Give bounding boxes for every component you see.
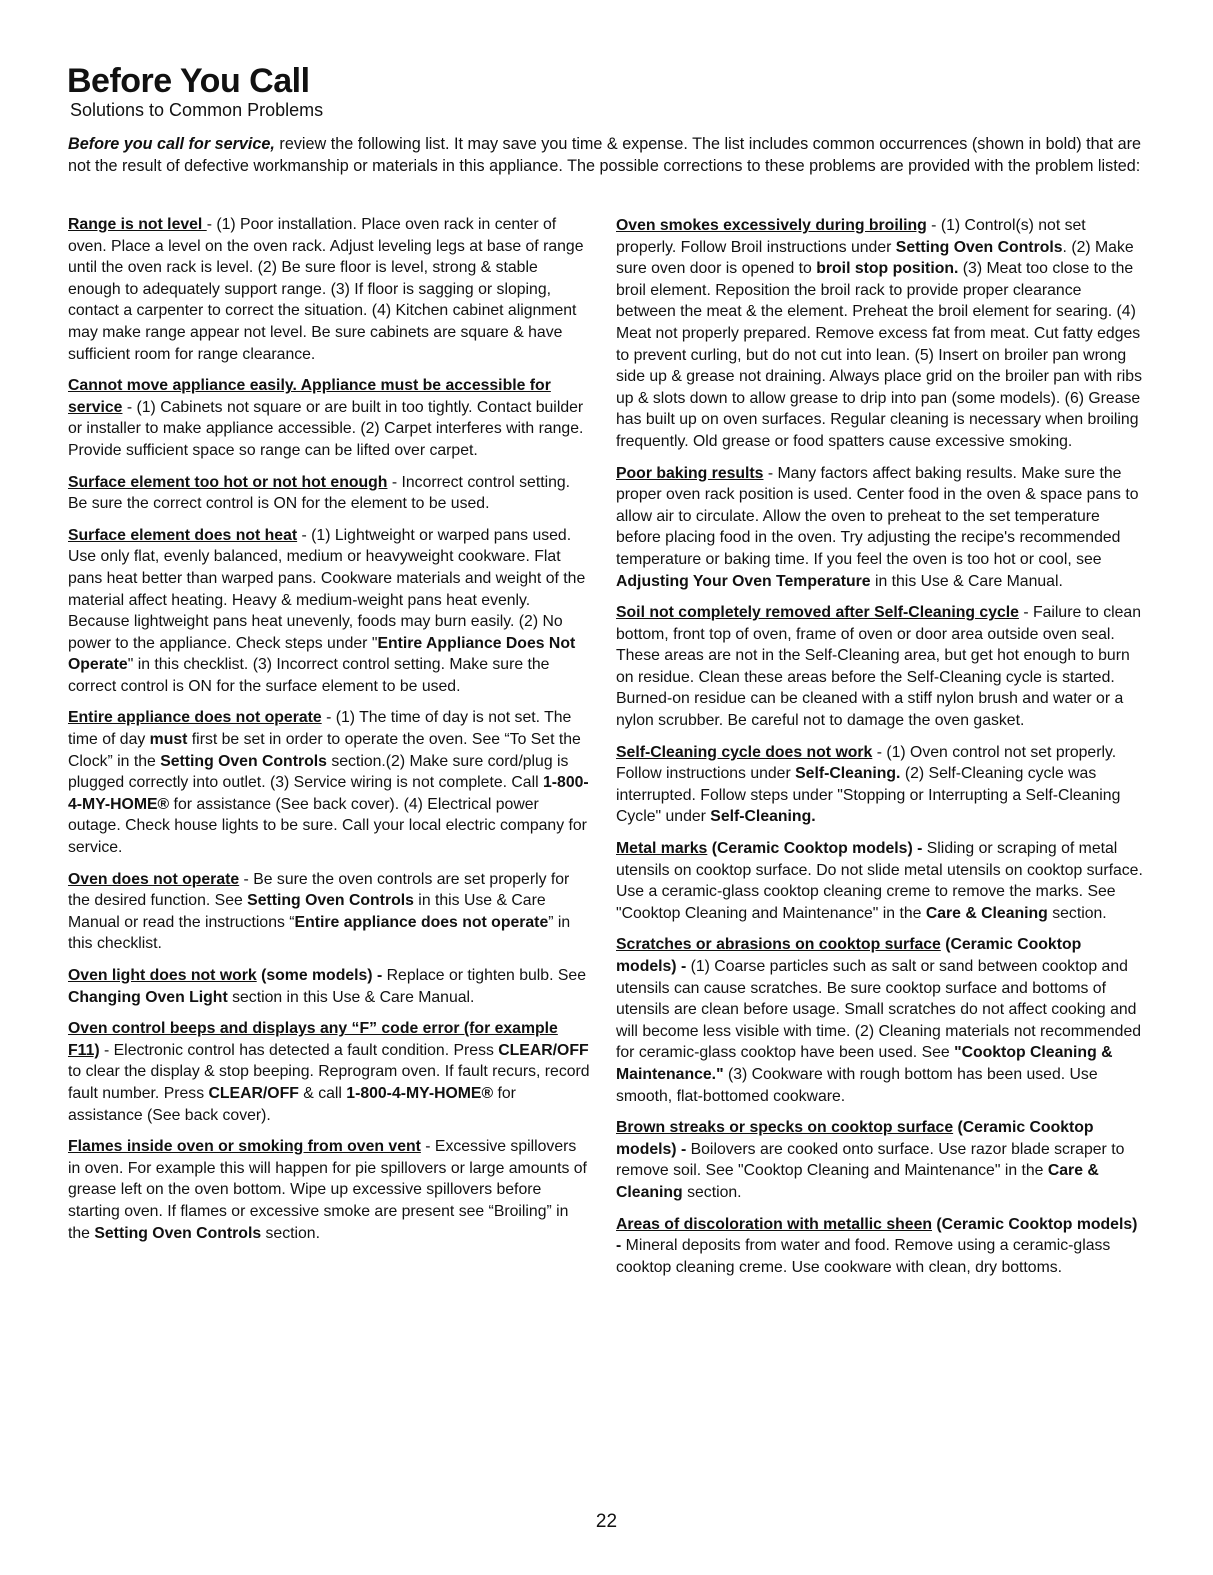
bold-reference: Setting Oven Controls [247,892,414,910]
troubleshooting-item [616,463,1144,593]
troubleshooting-item [616,742,1144,828]
solution-text: in this Use & Care Manual or read the instructions “ [68,892,546,931]
solution-text: section. [682,1183,742,1201]
page-subtitle: Solutions to Common Problems [70,100,324,120]
problem-heading: Range is not level [68,216,207,233]
solution-text: section. [1047,904,1107,922]
solution-text: - (1) Lightweight or warped pans used. Use only flat, evenly balanced, medium or heavyweight cookware. Flat pans heat better than warped pans. Cookware materials and weight of the material affect heating. Heavy & medium-weight pans heat evenly. Because lightweight pans heat unevenly, foods may burn easily. (2) No power to the appliance. Check steps under " [68,526,586,652]
solution-text: - Many factors affect baking results. Make sure the proper oven rack position is used. Center food in the oven & space pans to allow air to circulate. Allow the oven to preheat to the set temperature before placing food in the oven. Try adjusting the recipe's recommended temperature or baking time. If you feel the oven is too hot or cool, see [616,464,1139,568]
bold-reference: Entire Appliance Does Not Operate [68,634,576,674]
bold-reference: Care & Cleaning [616,1162,1099,1201]
page-number: 22 [595,1511,618,1532]
solution-text: - (1) Oven control not set properly. Follow instructions under [616,743,1117,783]
troubleshooting-item [68,1018,590,1126]
problem-heading: Flames inside oven or smoking from oven vent [68,1138,421,1156]
solution-text: in this Use & Care Manual. [870,572,1063,590]
bold-reference: must [149,731,188,749]
problem-heading: Oven control beeps and displays any “F” code error (for example F11) [68,1020,558,1059]
solution-text: section. [261,1224,320,1242]
problem-heading: Surface element does not heat [68,526,298,544]
problem-heading: Oven smokes excessively during broiling [616,217,927,234]
solution-text: section in this Use & Care Manual. [227,988,475,1006]
right-column [616,215,1144,1288]
solution-text: . (2) Make sure oven door is opened to [616,238,1134,278]
bold-reference: Entire appliance does not operate [294,913,549,931]
problem-heading: Poor baking results [616,464,764,482]
solution-text: - Electronic control has detected a fault condition. Press [99,1041,499,1059]
solution-text: - (1) The time of day is not set. The time of day [68,709,572,749]
solution-text: for assistance (See back cover). (4) Electrical power outage. Check house lights to be sure. Call your local electric company for service. [68,795,587,857]
page-title: Before You Call [67,62,310,100]
bold-reference: Self-Cleaning. [795,765,901,783]
bold-reference: 1-800-4-MY-HOME® [346,1084,494,1102]
problem-heading: Areas of discoloration with metallic sheen [616,1215,933,1233]
bold-reference: "Cooktop Cleaning & Maintenance." [616,1044,1113,1083]
bold-reference: Self-Cleaning. [710,808,816,826]
bold-reference: broil stop position. [816,260,959,278]
left-column [68,214,590,1254]
problem-heading: Soil not completely removed after Self-Cleaning cycle [616,604,1019,622]
bold-reference: Changing Oven Light [68,988,228,1006]
solution-text: to clear the display & stop beeping. Reprogram oven. If fault recurs, record fault number. Press [68,1063,590,1102]
solution-text: ” in this checklist. [68,913,571,953]
bold-reference: 1-800-4-MY-HOME® [68,774,589,813]
solution-text: " in this checklist. (3) Incorrect control setting. Make sure the correct control is ON for the surface element to be used. [68,656,550,695]
solution-text: for assistance (See back cover). [68,1084,516,1124]
bold-reference: (Ceramic Cooktop models) - [616,1215,1138,1255]
bold-reference: CLEAR/OFF [498,1041,589,1059]
solution-text: section.(2) Make sure cord/plug is plugged correctly into outlet. (3) Service wiring is not complete. Call [68,752,569,792]
problem-heading: Metal marks [616,840,708,858]
problem-heading: Surface element too hot or not hot enough [68,473,388,491]
solution-text: & call [298,1084,347,1102]
troubleshooting-item [616,602,1144,732]
troubleshooting-item [68,214,590,365]
solution-text: - (1) Control(s) not set properly. Follow Broil instructions under [616,217,1086,256]
bold-reference: (Ceramic Cooktop models) - [707,840,923,858]
troubleshooting-item [68,375,590,461]
intro-text: review the following list. It may save you time & expense. The list includes common occurrences (shown in bold) that are not the result of defective workmanship or materials in this appliance. The possible corrections to these problems are provided with the problem listed: [68,135,1142,175]
troubleshooting-item [68,472,590,515]
troubleshooting-item [616,934,1144,1107]
problem-heading: Cannot move appliance easily. Appliance must be accessible for service [68,377,551,416]
solution-text: first be set in order to operate the oven. See “To Set the Clock” in the [68,731,581,770]
troubleshooting-item [68,525,590,698]
solution-text: Replace or tighten bulb. See [382,967,586,984]
problem-heading: Oven light does not work [68,967,257,984]
solution-text: (3) Meat too close to the broil element. Reposition the broil rack to provide proper clearance between the meat & the element. Preheat the broil element for searing. (4) Meat not properly prepared. Remove excess fat from meat. Cut fatty edges to prevent curling, but do not cut into lean. (5) Insert on broiler pan wrong side up & grease not draining. Always place grid on the broiler pan with ribs up & slots down to allow grease to drip into pan (some models). (6) Grease has built up on oven surfaces. Regular cleaning is necessary when broiling frequently. Old grease or food spatters cause excessive smoking. [616,260,1142,450]
solution-text: - (1) Cabinets not square or are built in too tightly. Contact builder or installer to make appliance accessible. (2) Carpet interferes with range. Provide sufficient space so range can be lifted over carpet. [68,398,584,459]
bold-reference: CLEAR/OFF [208,1084,299,1102]
troubleshooting-item [68,869,590,955]
problem-heading: Oven does not operate [68,870,240,888]
troubleshooting-item [616,838,1144,924]
solution-text: Mineral deposits from water and food. Remove using a ceramic-glass cooktop cleaning creme. Use cookware with clean, dry bottoms. [616,1237,1111,1276]
troubleshooting-item [616,1214,1144,1279]
troubleshooting-item [68,1136,590,1244]
troubleshooting-item [616,215,1144,453]
troubleshooting-item [616,1117,1144,1203]
bold-reference: Care & Cleaning [925,904,1048,922]
intro-paragraph [68,134,1148,177]
bold-reference: Setting Oven Controls [160,752,327,770]
intro-lead: Before you call for service, [68,135,275,153]
bold-reference: (some models) - [256,967,383,984]
solution-text: (1) Coarse particles such as salt or sand between cooktop and utensils can cause scratches. Be sure cooktop surface and bottoms of utensils are clean before usage. Small scratches do not affect cooking and will become less visible with time. (2) Cleaning materials not recommended for ceramic-glass cooktop have been used. See [616,958,1142,1062]
bold-reference: Adjusting Your Oven Temperature [616,572,871,590]
troubleshooting-item [68,965,590,1008]
solution-text: - Failure to clean bottom, front top of oven, frame of oven or door area outside oven seal. These areas are not in the Self-Cleaning area, but get hot enough to burn on residue. Clean these areas before the Self-Cleaning cycle is started. Burned-on residue can be cleaned with a stiff nylon brush and water or a nylon scrubber. Be careful not to damage the oven gasket. [616,604,1141,730]
bold-reference: (Ceramic Cooktop models) - [616,1119,1094,1158]
bold-reference: (Ceramic Cooktop models) - [616,936,1082,975]
solution-text: - Be sure the oven controls are set properly for the desired function. See [68,870,570,910]
solution-text: (2) Self-Cleaning cycle was interrupted. Follow steps under "Stopping or Interrupting a Self-Cleaning Cycle" under [616,765,1121,826]
problem-heading: Scratches or abrasions on cooktop surface [616,936,941,954]
solution-text: Sliding or scraping of metal utensils on cooktop surface. Do not slide metal utensils on cooktop surface. Use a ceramic-glass cooktop cleaning creme to remove the marks. See "Cooktop Cleaning and Maintenance" in the [616,840,1143,922]
solution-text: - (1) Poor installation. Place oven rack in center of oven. Place a level on the oven rack. Adjust leveling legs at base of range until the oven rack is level. (2) Be sure floor is level, strong & stable enough to adequately support range. (3) If floor is sagging or sloping, contact a carpenter to correct the situation. (4) Kitchen cabinet alignment may make range appear not level. Be sure cabinets are square & have sufficient room for range clearance. [68,216,584,363]
solution-text: (3) Cookware with rough bottom has been used. Use smooth, flat-bottomed cookware. [616,1065,1098,1105]
solution-text: Boilovers are cooked onto surface. Use razor blade scraper to remove soil. See "Cooktop Cleaning and Maintenance" in the [616,1140,1125,1180]
solution-text: - Incorrect control setting. Be sure the correct control is ON for the element to be used. [68,473,571,513]
bold-reference: Setting Oven Controls [895,238,1063,256]
bold-reference: Setting Oven Controls [94,1224,262,1242]
problem-heading: Brown streaks or specks on cooktop surface [616,1119,954,1137]
solution-text: - Excessive spillovers in oven. For example this will happen for pie spillovers or large amounts of grease left on the oven bottom. Wipe up excessive spillovers before starting oven. If flames or excessive smoke are present see “Broiling” in the [68,1138,587,1242]
problem-heading: Entire appliance does not operate [68,709,322,727]
troubleshooting-item [68,707,590,858]
problem-heading: Self-Cleaning cycle does not work [616,743,873,761]
